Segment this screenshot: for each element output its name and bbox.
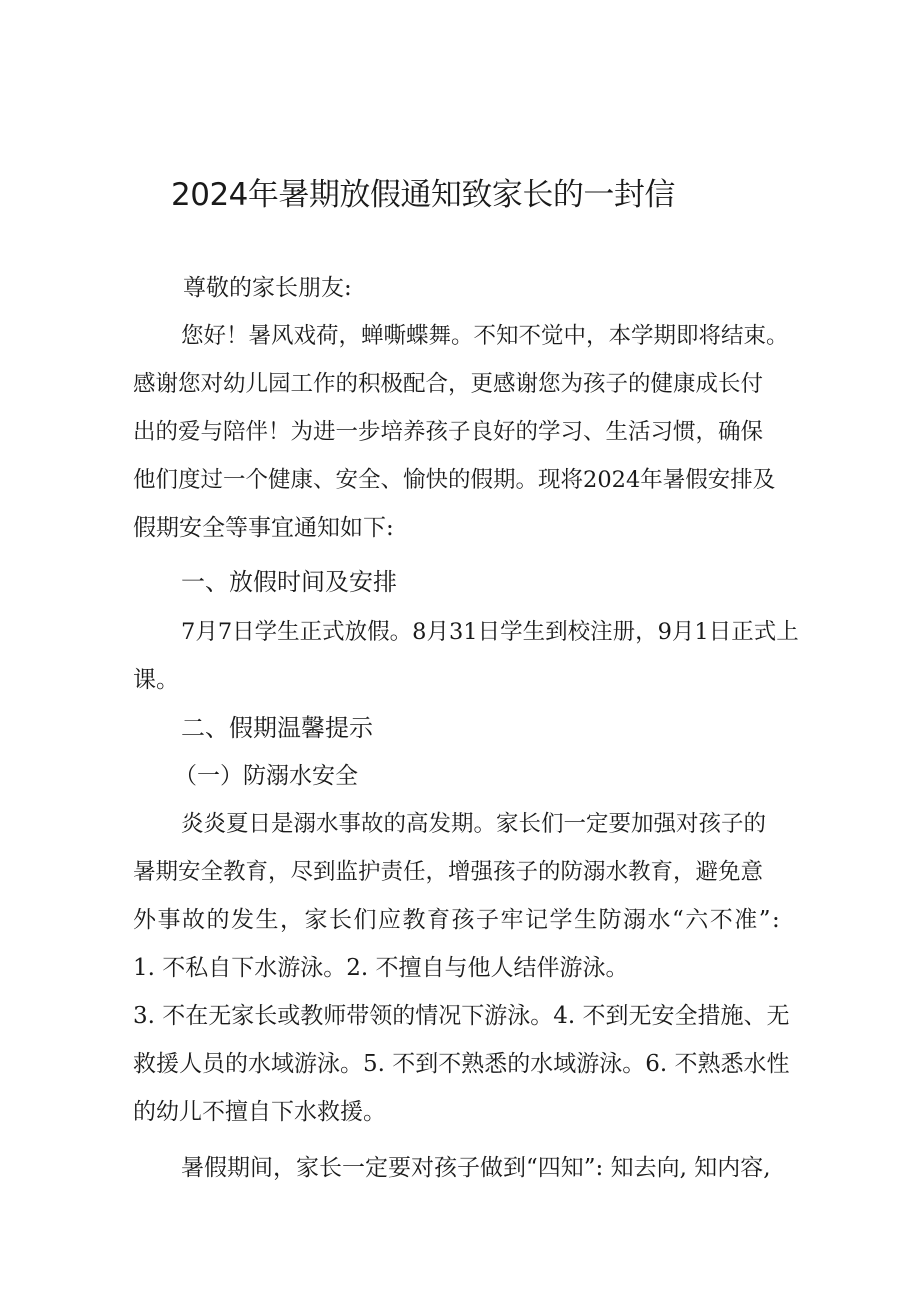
intro-line-5: 假期安全等事宜通知如下: bbox=[133, 515, 394, 541]
section-2-heading: 二、假期温馨提示 bbox=[181, 714, 373, 742]
section-2-line-1: 炎炎夏日是溺水事故的高发期。家长们一定要加强对孩子的 bbox=[181, 811, 767, 837]
intro-line-1: 您好！暑风戏荷，蝉嘶蝶舞。不知不觉中，本学期即将结束。 bbox=[181, 323, 789, 349]
section-1-line-1: 7月7日学生正式放假。8月31日学生到校注册，9月1日正式上 bbox=[181, 619, 799, 645]
rule-line-4: 的幼儿不擅自下水救援。 bbox=[133, 1099, 386, 1125]
section-2-line-2: 暑期安全教育，尽到监护责任，增强孩子的防溺水教育，避免意 bbox=[133, 859, 764, 885]
closing-line: 暑假期间，家长一定要对孩子做到“四知”: 知去向, 知内容, bbox=[181, 1155, 771, 1181]
section-2-line-3: 外事故的发生，家长们应教育孩子牢记学生防溺水“六不准”: bbox=[133, 907, 782, 933]
salutation: 尊敬的家长朋友: bbox=[183, 275, 352, 301]
rule-line-1: 1. 不私自下水游泳。2. 不擅自与他人结伴游泳。 bbox=[133, 955, 629, 981]
intro-line-4: 他们度过一个健康、安全、愉快的假期。现将2024年暑假安排及 bbox=[133, 467, 776, 493]
section-1-heading: 一、放假时间及安排 bbox=[181, 568, 397, 596]
section-1-line-2: 课。 bbox=[133, 667, 179, 693]
intro-line-2: 感谢您对幼儿园工作的积极配合，更感谢您为孩子的健康成长付 bbox=[133, 371, 764, 397]
intro-line-3: 出的爱与陪伴！为进一步培养孩子良好的学习、生活习惯，确保 bbox=[133, 419, 764, 445]
rule-line-2: 3. 不在无家长或教师带领的情况下游泳。4. 不到无安全措施、无 bbox=[133, 1003, 790, 1029]
rule-line-3: 救援人员的水域游泳。5. 不到不熟悉的水域游泳。6. 不熟悉水性 bbox=[133, 1051, 790, 1077]
document-title: 2024年暑期放假通知致家长的一封信 bbox=[171, 177, 675, 213]
section-2-subheading: （一）防溺水安全 bbox=[174, 763, 358, 789]
